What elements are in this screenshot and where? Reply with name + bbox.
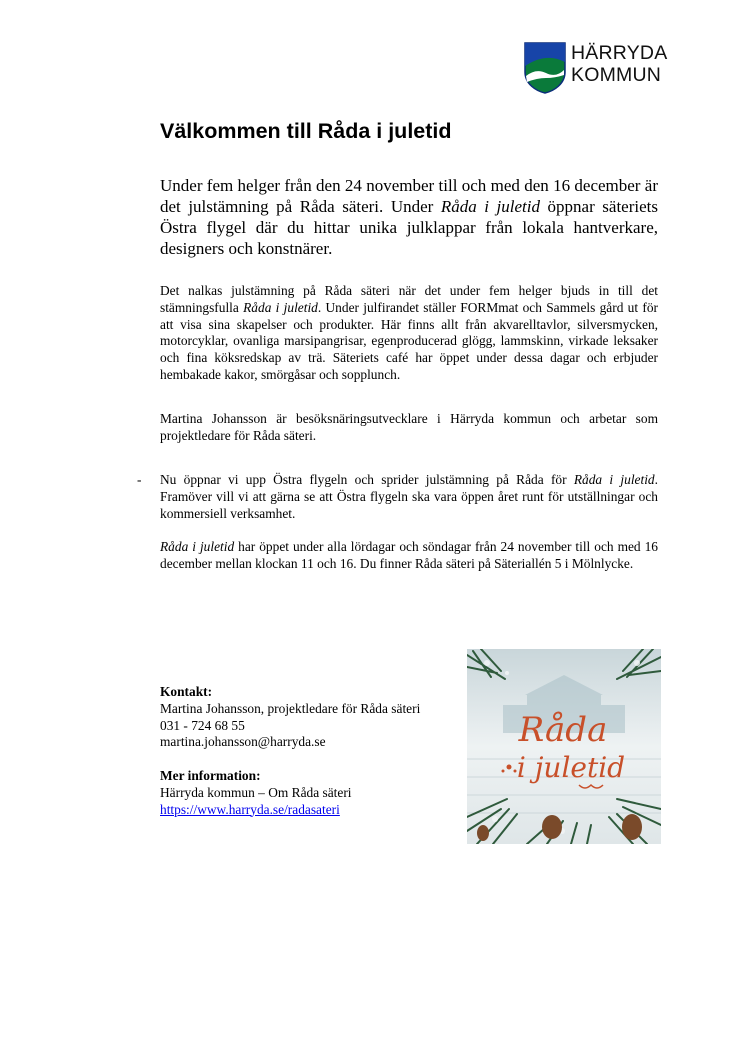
contact-name: Martina Johansson, projektledare för Råda säteri bbox=[160, 700, 421, 716]
page-title: Välkommen till Råda i juletid bbox=[160, 119, 452, 143]
logo-text bbox=[571, 42, 667, 86]
image-lettering-rada: Råda bbox=[518, 710, 608, 750]
quote-emphasis: Råda i juletid bbox=[573, 472, 655, 487]
p1-text-2: . Under julfirandet ställer FORMmat och Sammels gård ut för att visa sina skapelser och produkter. Här finns allt från akvarelltavlor, silversmycken, motorcyklar, ovanliga marsipangrisar, egenproducerad glögg, lammskinn, virkade leksaker och fina köksredskap av trä. Säteriets café har öppet under dessa dagar och erbjuder hembakade kakor, smörgåsar och sopplunch. bbox=[160, 299, 658, 382]
body-paragraph-2: Martina Johansson är besöksnäringsutvecklare i Härryda kommun och arbetar som projektledare för Råda säteri. bbox=[160, 411, 658, 443]
more-info-heading: Mer information: bbox=[160, 767, 261, 783]
logo-line-1: HÄRRYDA bbox=[571, 42, 668, 64]
more-info-text: Härryda kommun – Om Råda säteri bbox=[160, 784, 352, 800]
quote-paragraph bbox=[160, 472, 658, 522]
lead-text-1: Under fem helger från den 24 november till och med den 16 december är det julstämning på Råda säteri. Under bbox=[160, 176, 658, 216]
contact-email: martina.johansson@harryda.se bbox=[160, 734, 326, 750]
harryda-kommun-logo bbox=[524, 42, 668, 94]
image-lettering-juletid: i juletid bbox=[516, 751, 626, 784]
p4-text: har öppet under alla lördagar och söndagar från 24 november till och med 16 december mellan klockan 11 och 16. Du finner Råda säteri på Säteriallén 5 i Mölnlycke. bbox=[160, 539, 658, 571]
lead-emphasis: Råda i juletid bbox=[440, 197, 540, 216]
quote-text-1: Nu öppnar vi upp Östra flygeln och sprider julstämning på Råda för bbox=[160, 472, 574, 487]
p1-text-1: Det nalkas julstämning på Råda säteri när det under fem helger bjuds in till det stämningsfulla bbox=[160, 283, 658, 315]
body-paragraph-4 bbox=[160, 539, 658, 573]
lead-paragraph bbox=[160, 175, 658, 259]
quote-text-2: . Framöver vill vi att gärna se att Östra flygeln ska vara öppen året runt för utställningar och kommersiell verksamhet. bbox=[160, 472, 658, 521]
contact-phone: 031 - 724 68 55 bbox=[160, 717, 245, 733]
quote-dash: - bbox=[137, 472, 142, 487]
logo-line-2: KOMMUN bbox=[571, 64, 662, 86]
p4-emphasis: Råda i juletid bbox=[160, 539, 235, 554]
lead-text-2: öppnar säteriets Östra flygel där du hittar unika julklappar från lokala hantverkare, designers och konstnärer. bbox=[160, 197, 658, 258]
contact-heading: Kontakt: bbox=[160, 684, 213, 699]
more-info-link[interactable]: https://www.harryda.se/radasateri bbox=[160, 801, 340, 817]
rada-i-juletid-image bbox=[467, 649, 661, 844]
p1-emphasis: Råda i juletid bbox=[243, 299, 318, 315]
body-paragraph-1 bbox=[160, 283, 658, 384]
harryda-coat-of-arms-icon bbox=[524, 42, 566, 94]
contact-block bbox=[160, 684, 420, 818]
